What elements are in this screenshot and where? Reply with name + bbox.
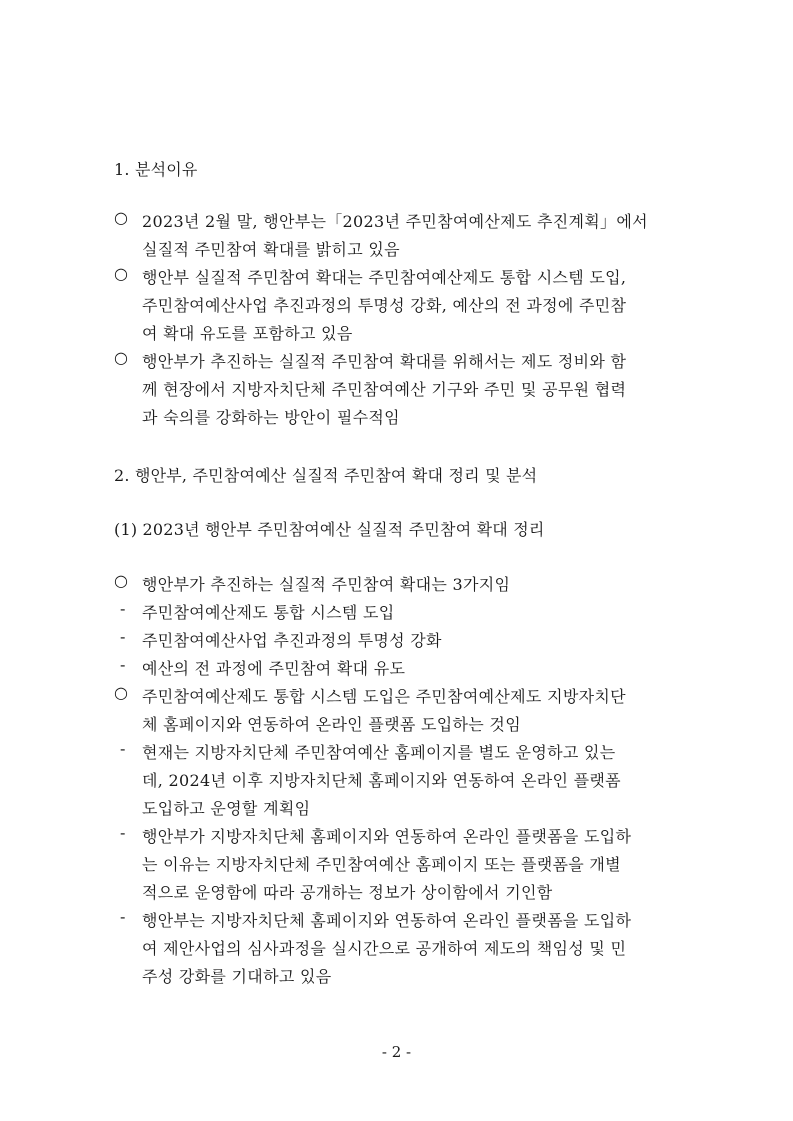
dash-item bbox=[120, 823, 684, 907]
bullet-line: 행안부가 추진하는 실질적 주민참여 확대는 3가지임 bbox=[142, 575, 511, 594]
bullet-line: 과 숙의를 강화하는 방안이 필수적임 bbox=[142, 408, 400, 427]
dash-line: 주민참여예산사업 추진과정의 투명성 강화 bbox=[142, 631, 442, 650]
circle-bullet-icon: ○ bbox=[114, 571, 128, 590]
dash-line: 행안부는 지방자치단체 홈페이지와 연동하여 온라인 플랫폼을 도입하 bbox=[142, 911, 632, 930]
bullet-line: 주민참여예산사업 추진과정의 투명성 강화, 예산의 전 과정에 주민참 bbox=[142, 296, 627, 315]
bullet-line: 행안부가 추진하는 실질적 주민참여 확대를 위해서는 제도 정비와 함 bbox=[142, 352, 627, 371]
dash-line: 주성 강화를 기대하고 있음 bbox=[142, 967, 332, 986]
dash-line: 데, 2024년 이후 지방자치단체 홈페이지와 연동하여 온라인 플랫폼 bbox=[142, 771, 621, 790]
bullet-item bbox=[114, 348, 684, 432]
circle-bullet-icon: ○ bbox=[114, 683, 128, 702]
dash-item bbox=[120, 907, 684, 991]
bullet-item bbox=[114, 208, 684, 264]
circle-bullet-icon: ○ bbox=[114, 348, 128, 367]
bullet-line: 여 확대 유도를 포함하고 있음 bbox=[142, 324, 353, 343]
dash-line: 적으로 운영함에 따라 공개하는 정보가 상이함에서 기인함 bbox=[142, 883, 553, 902]
dash-bullet-icon: - bbox=[120, 907, 126, 926]
dash-item bbox=[120, 739, 684, 823]
circle-bullet-icon: ○ bbox=[114, 264, 128, 283]
dash-line: 주민참여예산제도 통합 시스템 도입 bbox=[142, 603, 395, 622]
bullet-item bbox=[114, 571, 684, 599]
page-number: - 2 - bbox=[381, 1043, 412, 1061]
section-2-heading: 2. 행안부, 주민참여예산 실질적 주민참여 확대 정리 및 분석 bbox=[114, 466, 538, 485]
bullet-line: 께 현장에서 지방자치단체 주민참여예산 기구와 주민 및 공무원 협력 bbox=[142, 380, 627, 399]
dash-bullet-icon: - bbox=[120, 627, 126, 646]
bullet-line: 체 홈페이지와 연동하여 온라인 플랫폼 도입하는 것임 bbox=[142, 715, 521, 734]
dash-bullet-icon: - bbox=[120, 599, 126, 618]
dash-line: 도입하고 운영할 계획임 bbox=[142, 799, 311, 818]
bullet-item bbox=[114, 264, 684, 348]
dash-line: 현재는 지방자치단체 주민참여예산 홈페이지를 별도 운영하고 있는 bbox=[142, 743, 616, 762]
dash-item bbox=[120, 655, 684, 683]
dash-line: 행안부가 지방자치단체 홈페이지와 연동하여 온라인 플랫폼을 도입하 bbox=[142, 827, 632, 846]
dash-line: 는 이유는 지방자치단체 주민참여예산 홈페이지 또는 플랫폼을 개별 bbox=[142, 855, 621, 874]
dash-bullet-icon: - bbox=[120, 823, 126, 842]
bullet-item bbox=[114, 683, 684, 739]
dash-item bbox=[120, 599, 684, 627]
bullet-line: 주민참여예산제도 통합 시스템 도입은 주민참여예산제도 지방자치단 bbox=[142, 687, 626, 706]
bullet-line: 2023년 2월 말, 행안부는「2023년 주민참여예산제도 추진계획」에서 bbox=[142, 212, 648, 231]
dash-line: 예산의 전 과정에 주민참여 확대 유도 bbox=[142, 659, 406, 678]
section-2-subheading: (1) 2023년 행안부 주민참여예산 실질적 주민참여 확대 정리 bbox=[114, 520, 545, 539]
circle-bullet-icon: ○ bbox=[114, 208, 128, 227]
dash-line: 여 제안사업의 심사과정을 실시간으로 공개하여 제도의 책임성 및 민 bbox=[142, 939, 627, 958]
bullet-line: 행안부 실질적 주민참여 확대는 주민참여예산제도 통합 시스템 도입, bbox=[142, 268, 627, 287]
bullet-line: 실질적 주민참여 확대를 밝히고 있음 bbox=[142, 240, 400, 259]
dash-bullet-icon: - bbox=[120, 739, 126, 758]
dash-bullet-icon: - bbox=[120, 655, 126, 674]
dash-item bbox=[120, 627, 684, 655]
section-1-heading: 1. 분석이유 bbox=[114, 160, 198, 179]
